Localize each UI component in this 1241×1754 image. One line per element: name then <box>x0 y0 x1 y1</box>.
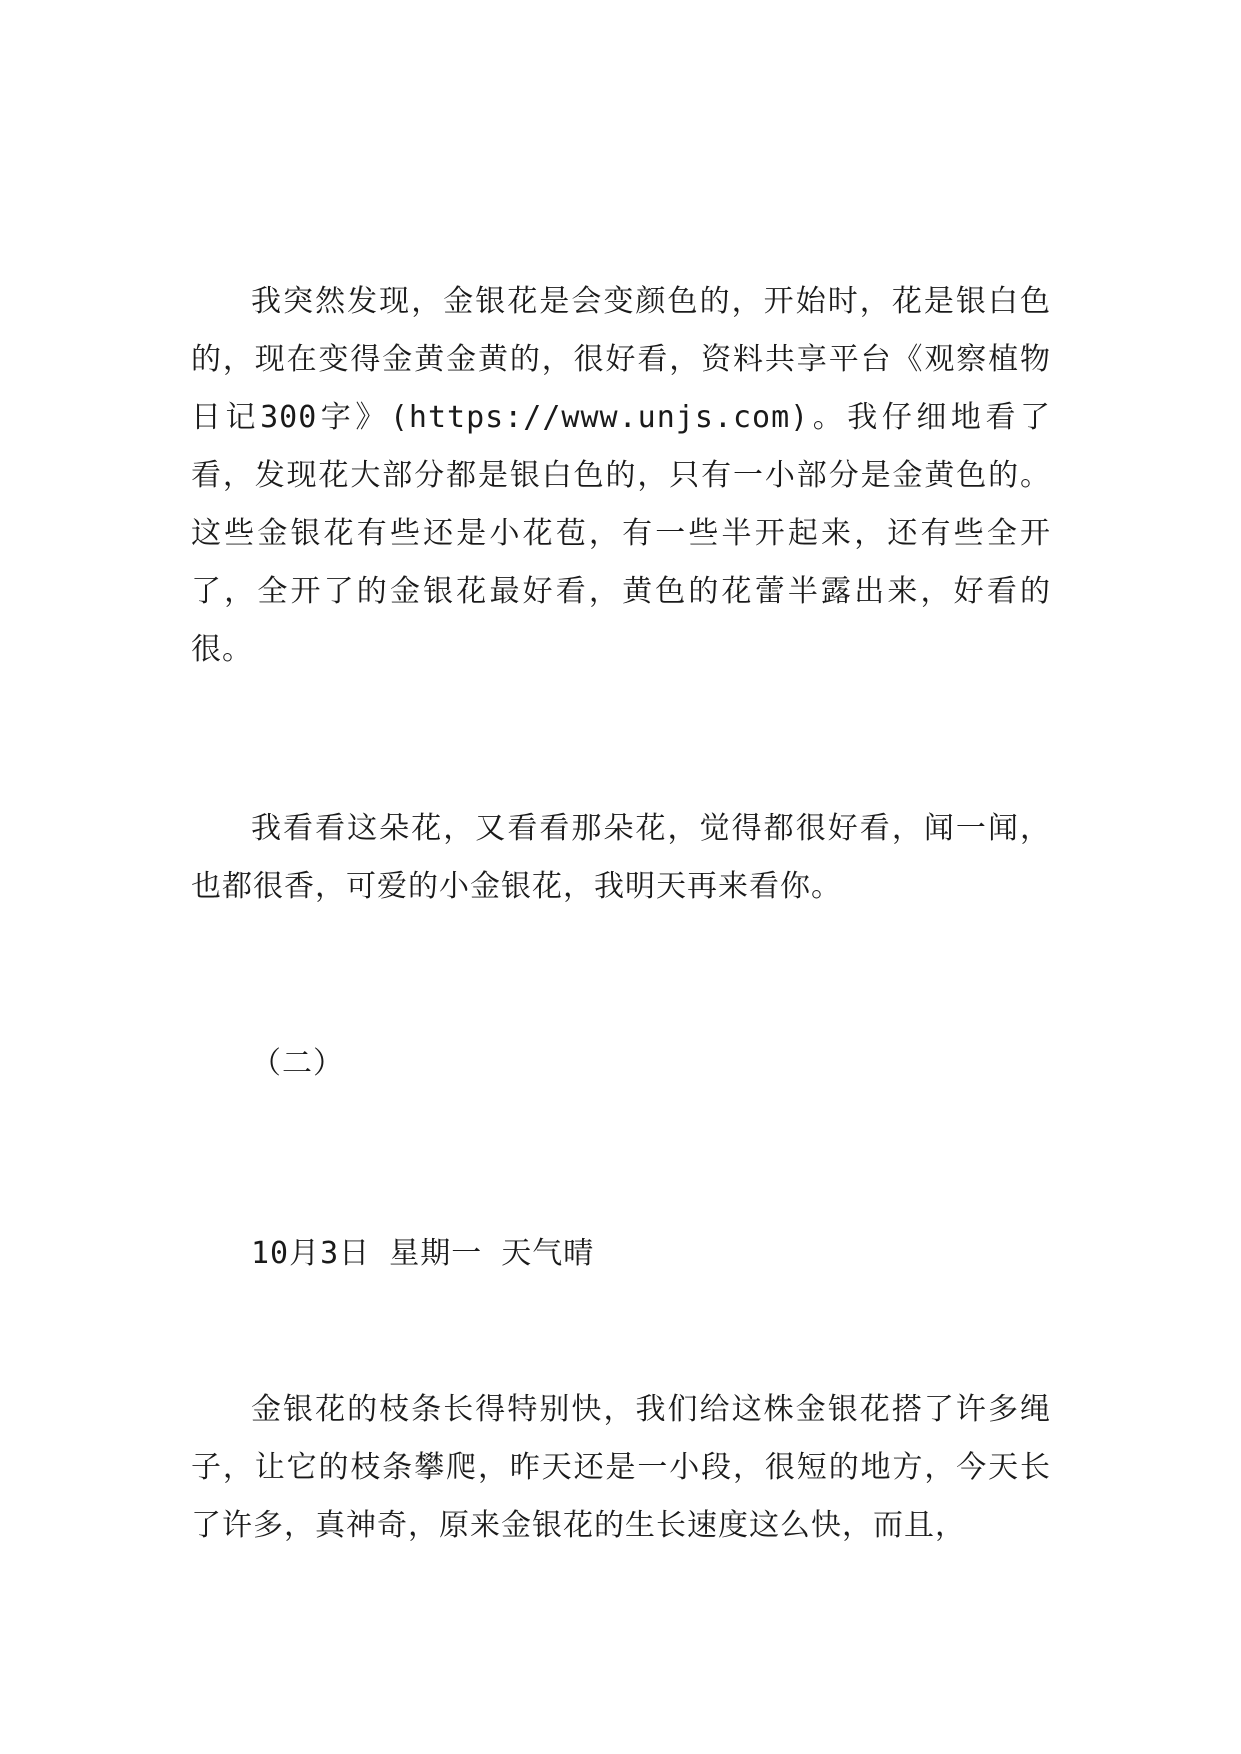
paragraph-observation: 我突然发现，金银花是会变颜色的，开始时，花是银白色的，现在变得金黄金黄的，很好看，资料共享平台《观察植物日记300字》(https://www.unjs.com)。我仔细地看了看，发现花大部分都是银白色的，只有一小部分是金黄色的。这些金银花有些还是小花苞，有一些半开起来，还有些全开了，全开了的金银花最好看，黄色的花蕾半露出来，好看的很。 <box>191 284 1051 667</box>
diary-date-line: 10月3日 星期一 天气晴 <box>251 1236 595 1271</box>
paragraph-closing: 我看看这朵花，又看看那朵花，觉得都很好看，闻一闻，也都很香，可爱的小金银花，我明天再来看你。 <box>191 811 1051 904</box>
paragraph-growth: 金银花的枝条长得特别快，我们给这株金银花搭了许多绳子，让它的枝条攀爬，昨天还是一小段，很短的地方，今天长了许多，真神奇，原来金银花的生长速度这么快，而且， <box>191 1392 1051 1543</box>
section-heading: （二） <box>251 1046 344 1081</box>
